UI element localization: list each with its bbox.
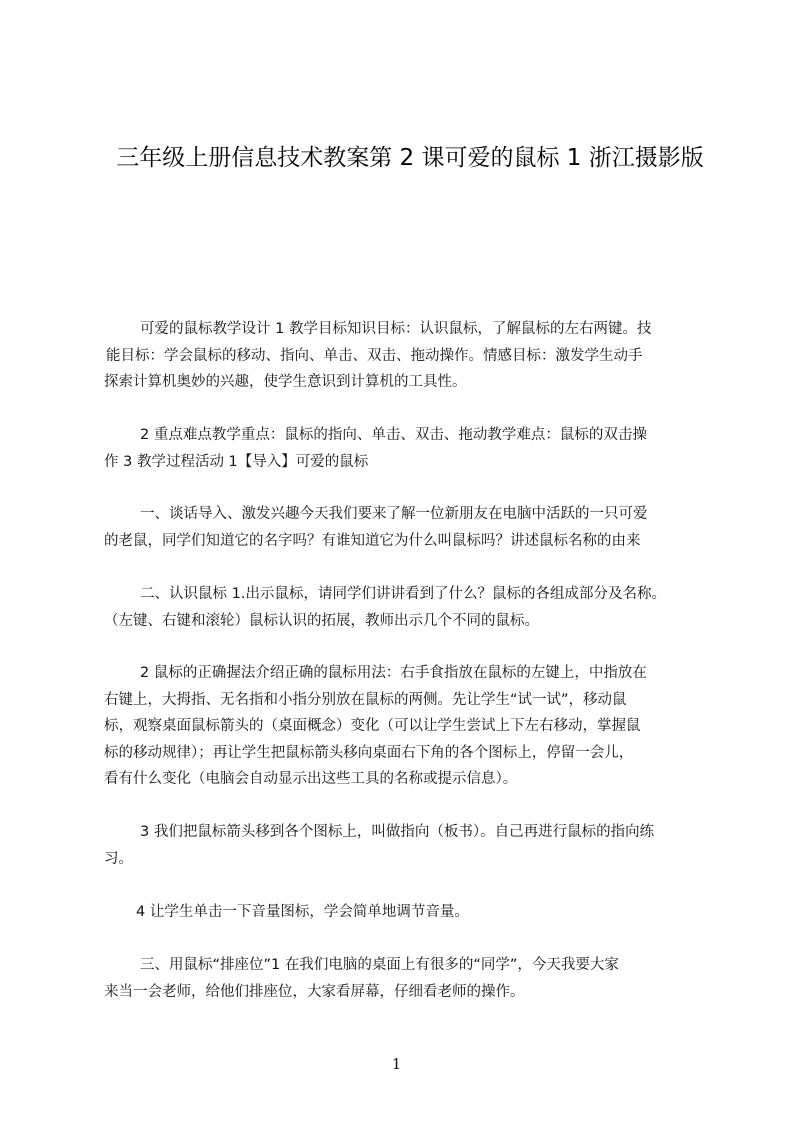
- text-line: 标的移动规律）；再让学生把鼠标箭头移向桌面右下角的各个图标上，停留一会儿，: [104, 744, 634, 761]
- text-line: 作 3 教学过程活动 1【导入】可爱的鼠标: [104, 453, 369, 470]
- text-line: 2 鼠标的正确握法介绍正确的鼠标用法：右手食指放在鼠标的左键上，中指放在: [140, 665, 647, 681]
- text-line: 2 重点难点教学重点：鼠标的指向、单击、双击、拖动教学难点：鼠标的双击操: [140, 427, 647, 443]
- paragraph-grip: [104, 660, 647, 793]
- text-line: 三、用鼠标“排座位”1 在我们电脑的桌面上有很多的“同学”，今天我要大家: [140, 957, 619, 973]
- text-line: 探索计算机奥妙的兴趣，使学生意识到计算机的工具性。: [104, 374, 467, 390]
- paragraph-pointing: [104, 819, 654, 872]
- paragraph-volume: [104, 899, 469, 926]
- text-line: 标，观察桌面鼠标箭头的（桌面概念）变化（可以让学生尝试上下左右移动，掌握鼠: [104, 718, 641, 734]
- text-line: 能目标：学会鼠标的移动、指向、单击、双击、拖动操作。情感目标：激发学生动手: [106, 347, 643, 364]
- text-line: 习。: [104, 850, 133, 867]
- paragraph-key-points: [104, 422, 647, 475]
- paragraph-intro: [104, 501, 648, 554]
- text-line: 3 我们把鼠标箭头移到各个图标上，叫做指向（板书）。自己再进行鼠标的指向练: [140, 824, 655, 840]
- page-number: 1: [391, 1055, 402, 1073]
- text-line: 的老鼠，同学们知道它的名字吗？有谁知道它为什么叫鼠标吗？讲述鼠标名称的由来: [104, 532, 641, 549]
- text-line: 看有什么变化（电脑会自动显示出这些工具的名称或提示信息）。: [104, 771, 518, 787]
- text-line: 4 让学生单击一下音量图标，学会简单地调节音量。: [136, 904, 469, 920]
- text-line: 二、认识鼠标 1.出示鼠标，请同学们讲讲看到了什么？鼠标的各组成部分及名称。: [140, 586, 666, 602]
- text-line: 一、谈话导入、激发兴趣今天我们要来了解一位新朋友在电脑中活跃的一只可爱: [140, 506, 648, 522]
- text-line: 来当一会老师，给他们排座位，大家看屏幕，仔细看老师的操作。: [104, 983, 525, 1000]
- paragraph-know-mouse: [104, 581, 666, 634]
- text-line: 可爱的鼠标教学设计 1 教学目标知识目标：认识鼠标，了解鼠标的左右两键。技: [140, 321, 652, 337]
- document-title: 三年级上册信息技术教案第 2 课可爱的鼠标 1 浙江摄影版: [116, 145, 704, 171]
- text-line: （左键、右键和滚轮）鼠标认识的拓展，教师出示几个不同的鼠标。: [104, 612, 539, 629]
- paragraph-arrange-seats: [104, 952, 619, 1005]
- text-line: 右键上，大拇指、无名指和小指分别放在鼠标的两侧。先让学生“试一试”，移动鼠: [104, 691, 627, 708]
- paragraph-objectives: [104, 316, 651, 396]
